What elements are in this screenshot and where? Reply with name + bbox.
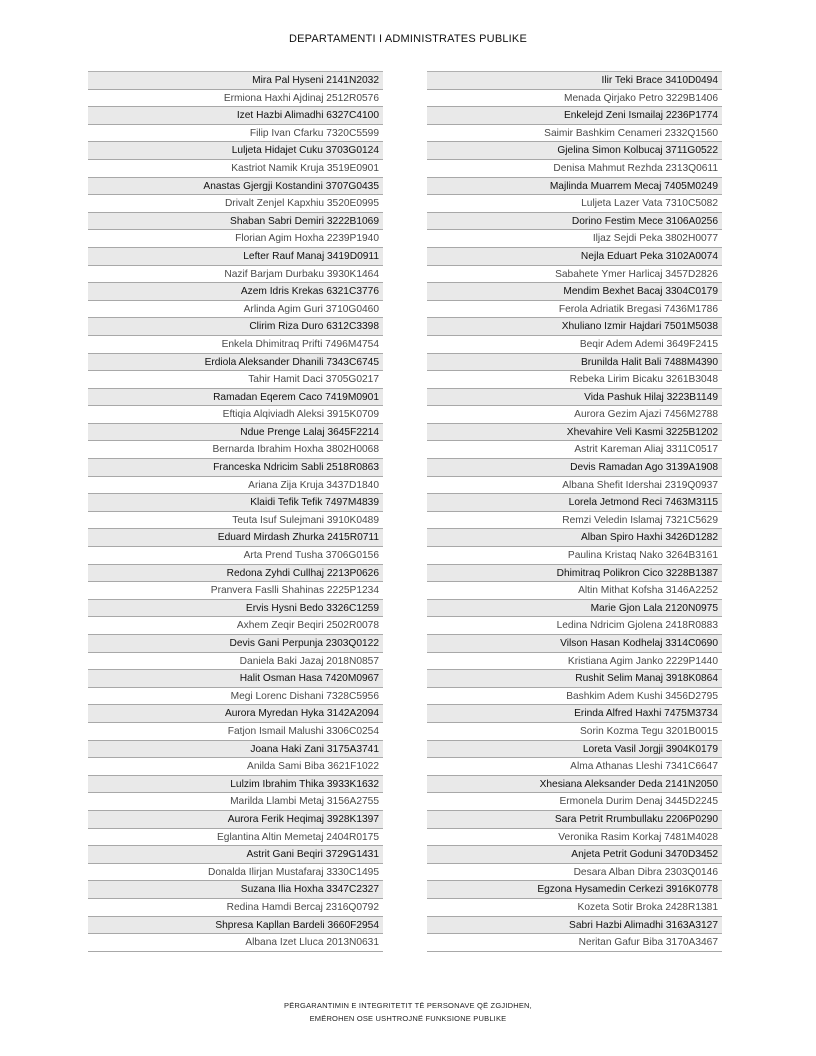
list-item: Eglantina Altin Memetaj 2404R0175 — [88, 829, 383, 847]
list-item: Vilson Hasan Kodhelaj 3314C0690 — [427, 635, 722, 653]
list-item: Franceska Ndricim Sabli 2518R0863 — [88, 459, 383, 477]
list-item: Arta Prend Tusha 3706G0156 — [88, 547, 383, 565]
list-item: Luljeta Lazer Vata 7310C5082 — [427, 195, 722, 213]
list-item: Tahir Hamit Daci 3705G0217 — [88, 371, 383, 389]
list-item: Suzana Ilia Hoxha 3347C2327 — [88, 881, 383, 899]
list-item: Anastas Gjergji Kostandini 3707G0435 — [88, 178, 383, 196]
page-title: DEPARTAMENTI I ADMINISTRATES PUBLIKE — [288, 33, 528, 45]
list-item: Kastriot Namik Kruja 3519E0901 — [88, 160, 383, 178]
list-item: Clirim Riza Duro 6312C3398 — [88, 318, 383, 336]
list-item: Donalda Ilirjan Mustafaraj 3330C1495 — [88, 864, 383, 882]
list-item: Remzi Veledin Islamaj 7321C5629 — [427, 512, 722, 530]
list-item: Ermiona Haxhi Ajdinaj 2512R0576 — [88, 90, 383, 108]
list-item: Ariana Zija Kruja 3437D1840 — [88, 477, 383, 495]
list-item: Mira Pal Hyseni 2141N2032 — [88, 72, 383, 90]
list-item: Xhuliano Izmir Hajdari 7501M5038 — [427, 318, 722, 336]
list-item: Redona Zyhdi Cullhaj 2213P0626 — [88, 565, 383, 583]
list-item: Bashkim Adem Kushi 3456D2795 — [427, 688, 722, 706]
list-item: Ndue Prenge Lalaj 3645F2214 — [88, 424, 383, 442]
list-item: Sara Petrit Rrumbullaku 2206P0290 — [427, 811, 722, 829]
list-item: Arlinda Agim Guri 3710G0460 — [88, 301, 383, 319]
list-item: Drivalt Zenjel Kapxhiu 3520E0995 — [88, 195, 383, 213]
list-item: Loreta Vasil Jorgji 3904K0179 — [427, 741, 722, 759]
list-item: Rebeka Lirim Bicaku 3261B3048 — [427, 371, 722, 389]
list-item: Sabahete Ymer Harlicaj 3457D2826 — [427, 266, 722, 284]
list-item: Anilda Sami Biba 3621F1022 — [88, 758, 383, 776]
list-item: Xhesiana Aleksander Deda 2141N2050 — [427, 776, 722, 794]
list-item: Pranvera Faslli Shahinas 2225P1234 — [88, 582, 383, 600]
list-item: Lulzim Ibrahim Thika 3933K1632 — [88, 776, 383, 794]
list-item: Altin Mithat Kofsha 3146A2252 — [427, 582, 722, 600]
list-item: Aurora Myredan Hyka 3142A2094 — [88, 705, 383, 723]
list-item: Aurora Ferik Heqimaj 3928K1397 — [88, 811, 383, 829]
list-item: Vida Pashuk Hilaj 3223B1149 — [427, 389, 722, 407]
list-item: Devis Ramadan Ago 3139A1908 — [427, 459, 722, 477]
list-item: Luljeta Hidajet Cuku 3703G0124 — [88, 142, 383, 160]
list-item: Beqir Adem Ademi 3649F2415 — [427, 336, 722, 354]
list-item: Teuta Isuf Sulejmani 3910K0489 — [88, 512, 383, 530]
list-item: Astrit Gani Beqiri 3729G1431 — [88, 846, 383, 864]
list-item: Anjeta Petrit Goduni 3470D3452 — [427, 846, 722, 864]
left-name-list — [88, 71, 383, 952]
list-item: Shaban Sabri Demiri 3222B1069 — [88, 213, 383, 231]
list-item: Enkelejd Zeni Ismailaj 2236P1774 — [427, 107, 722, 125]
list-item: Ilir Teki Brace 3410D0494 — [427, 72, 722, 90]
list-item: Joana Haki Zani 3175A3741 — [88, 741, 383, 759]
footer-line-2: EMËROHEN OSE USHTROJNË FUNKSIONE PUBLIKE — [309, 1014, 507, 1023]
list-item: Sorin Kozma Tegu 3201B0015 — [427, 723, 722, 741]
list-item: Florian Agim Hoxha 2239P1940 — [88, 230, 383, 248]
list-item: Albana Izet Lluca 2013N0631 — [88, 934, 383, 952]
right-name-list — [427, 71, 722, 952]
list-item: Klaidi Tefik Tefik 7497M4839 — [88, 494, 383, 512]
list-item: Xhevahire Veli Kasmi 3225B1202 — [427, 424, 722, 442]
list-item: Neritan Gafur Biba 3170A3467 — [427, 934, 722, 952]
list-item: Veronika Rasim Korkaj 7481M4028 — [427, 829, 722, 847]
list-item: Menada Qirjako Petro 3229B1406 — [427, 90, 722, 108]
list-item: Rushit Selim Manaj 3918K0864 — [427, 670, 722, 688]
list-item: Egzona Hysamedin Cerkezi 3916K0778 — [427, 881, 722, 899]
list-item: Ferola Adriatik Bregasi 7436M1786 — [427, 301, 722, 319]
list-item: Alban Spiro Haxhi 3426D1282 — [427, 529, 722, 547]
list-item: Iljaz Sejdi Peka 3802H0077 — [427, 230, 722, 248]
list-item: Erinda Alfred Haxhi 7475M3734 — [427, 705, 722, 723]
page-footer — [0, 999, 816, 1025]
list-item: Shpresa Kapllan Bardeli 3660F2954 — [88, 917, 383, 935]
footer-line-1: PËRGARANTIMIN E INTEGRITETIT TË PERSONAVE QË ZGJIDHEN, — [284, 1001, 532, 1010]
list-item: Sabri Hazbi Alimadhi 3163A3127 — [427, 917, 722, 935]
list-item: Marie Gjon Lala 2120N0975 — [427, 600, 722, 618]
list-item: Kristiana Agim Janko 2229P1440 — [427, 653, 722, 671]
list-item: Paulina Kristaq Nako 3264B3161 — [427, 547, 722, 565]
list-item: Majlinda Muarrem Mecaj 7405M0249 — [427, 178, 722, 196]
list-item: Saimir Bashkim Cenameri 2332Q1560 — [427, 125, 722, 143]
list-item: Ledina Ndricim Gjolena 2418R0883 — [427, 617, 722, 635]
list-item: Eftiqia Alqiviadh Aleksi 3915K0709 — [88, 406, 383, 424]
list-item: Ermonela Durim Denaj 3445D2245 — [427, 793, 722, 811]
list-item: Nejla Eduart Peka 3102A0074 — [427, 248, 722, 266]
list-item: Fatjon Ismail Malushi 3306C0254 — [88, 723, 383, 741]
list-item: Devis Gani Perpunja 2303Q0122 — [88, 635, 383, 653]
list-item: Daniela Baki Jazaj 2018N0857 — [88, 653, 383, 671]
list-item: Izet Hazbi Alimadhi 6327C4100 — [88, 107, 383, 125]
list-item: Kozeta Sotir Broka 2428R1381 — [427, 899, 722, 917]
list-item: Lorela Jetmond Reci 7463M3115 — [427, 494, 722, 512]
list-item: Azem Idris Krekas 6321C3776 — [88, 283, 383, 301]
list-item: Megi Lorenc Dishani 7328C5956 — [88, 688, 383, 706]
list-item: Dhimitraq Polikron Cico 3228B1387 — [427, 565, 722, 583]
list-item: Halit Osman Hasa 7420M0967 — [88, 670, 383, 688]
list-item: Filip Ivan Cfarku 7320C5599 — [88, 125, 383, 143]
list-item: Mendim Bexhet Bacaj 3304C0179 — [427, 283, 722, 301]
list-item: Erdiola Aleksander Dhanili 7343C6745 — [88, 354, 383, 372]
list-item: Lefter Rauf Manaj 3419D0911 — [88, 248, 383, 266]
list-item: Gjelina Simon Kolbucaj 3711G0522 — [427, 142, 722, 160]
list-item: Brunilda Halit Bali 7488M4390 — [427, 354, 722, 372]
list-item: Alma Athanas Lleshi 7341C6647 — [427, 758, 722, 776]
list-item: Eduard Mirdash Zhurka 2415R0711 — [88, 529, 383, 547]
list-item: Marilda Llambi Metaj 3156A2755 — [88, 793, 383, 811]
list-item: Axhem Zeqir Beqiri 2502R0078 — [88, 617, 383, 635]
list-item: Ervis Hysni Bedo 3326C1259 — [88, 600, 383, 618]
list-item: Nazif Barjam Durbaku 3930K1464 — [88, 266, 383, 284]
list-item: Redina Hamdi Bercaj 2316Q0792 — [88, 899, 383, 917]
list-item: Ramadan Eqerem Caco 7419M0901 — [88, 389, 383, 407]
list-item: Dorino Festim Mece 3106A0256 — [427, 213, 722, 231]
list-item: Enkela Dhimitraq Prifti 7496M4754 — [88, 336, 383, 354]
list-item: Denisa Mahmut Rezhda 2313Q0611 — [427, 160, 722, 178]
list-item: Bernarda Ibrahim Hoxha 3802H0068 — [88, 441, 383, 459]
list-item: Astrit Kareman Aliaj 3311C0517 — [427, 441, 722, 459]
list-item: Desara Alban Dibra 2303Q0146 — [427, 864, 722, 882]
list-item: Albana Shefit Idershai 2319Q0937 — [427, 477, 722, 495]
list-item: Aurora Gezim Ajazi 7456M2788 — [427, 406, 722, 424]
